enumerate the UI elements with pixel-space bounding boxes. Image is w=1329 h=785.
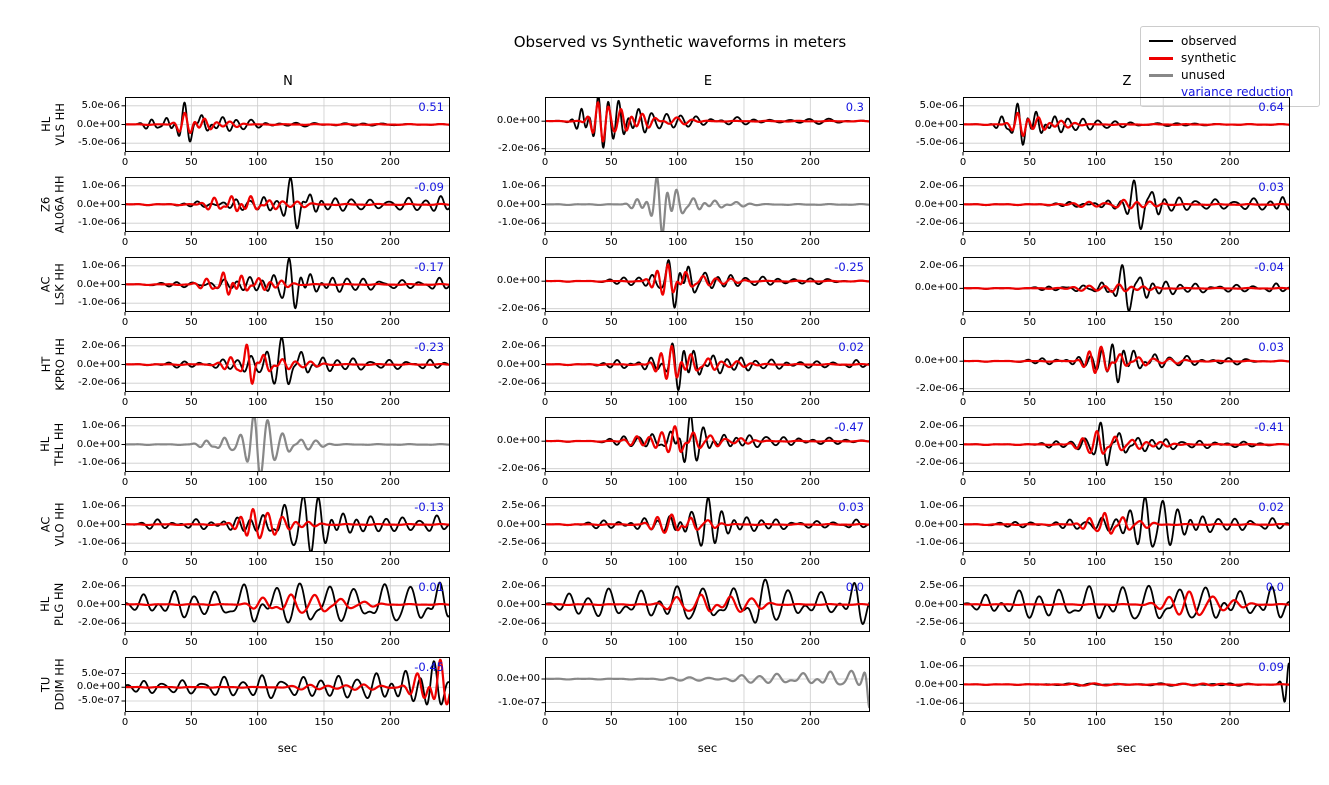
ytick-label: 1.0e-06 [919, 499, 958, 511]
station-channel: VLO HH [53, 502, 67, 547]
ytick-label: 1.0e-06 [501, 179, 540, 191]
trace-synthetic [125, 113, 450, 133]
xtick-label: 0 [541, 317, 549, 328]
trace-observed [125, 337, 450, 384]
xtick-label: 50 [604, 237, 618, 248]
ytick-label: 5.0e-06 [81, 99, 120, 111]
station-network: HL [38, 116, 53, 133]
station-channel: LSK HH [52, 263, 67, 306]
xtick-label: 200 [800, 157, 820, 168]
xtick-label: 0 [121, 557, 129, 568]
station-network: TU [38, 676, 53, 693]
ytick-label: 0.0e+00 [76, 518, 120, 530]
trace-unused [125, 414, 450, 476]
variance-reduction-value: 0.64 [1258, 100, 1284, 114]
ytick-label: -2.0e-06 [78, 617, 120, 629]
xtick-label: 0 [541, 557, 549, 568]
xtick-label: 0 [959, 317, 967, 328]
ytick-label: 1.0e-06 [81, 499, 120, 511]
ytick-label: 5.0e-07 [81, 667, 120, 679]
xtick-label: 0 [121, 637, 129, 648]
ytick-label: -1.0e-06 [78, 297, 120, 309]
xtick-label: 200 [1220, 637, 1240, 648]
variance-reduction-value: -0.47 [834, 420, 864, 434]
xtick-label: 100 [248, 477, 268, 488]
ytick-label: 0.0e+00 [914, 598, 958, 610]
xtick-label: 200 [380, 157, 400, 168]
ytick-label: 0.0e+00 [76, 681, 120, 693]
xtick-label: 50 [1023, 477, 1037, 488]
ytick-label: 2.5e-06 [919, 579, 958, 591]
xtick-label: 100 [1086, 637, 1107, 648]
ytick-label: 0.0e+00 [914, 518, 958, 530]
ytick-label: -2.5e-06 [916, 617, 958, 629]
xtick-label: 150 [734, 557, 754, 568]
ytick-label: -5.0e-06 [78, 137, 120, 149]
xtick-label: 50 [1023, 237, 1037, 248]
xtick-label: 200 [1220, 397, 1240, 408]
xtick-label: 200 [380, 317, 400, 328]
legend-label: observed [1181, 34, 1237, 48]
column-title-n: N [283, 74, 293, 89]
xtick-label: 150 [1153, 317, 1173, 328]
ytick-label: -1.0e-06 [78, 457, 120, 469]
xtick-label: 100 [1086, 557, 1107, 568]
xtick-label: 200 [1220, 557, 1240, 568]
xtick-label: 50 [1023, 397, 1037, 408]
variance-reduction-value: 0.03 [1258, 340, 1284, 354]
xtick-label: 50 [184, 717, 198, 728]
xtick-label: 50 [1023, 717, 1037, 728]
xtick-label: 200 [800, 717, 820, 728]
ytick-label: 0.0e+00 [496, 435, 540, 447]
variance-reduction-value: 0.3 [845, 100, 864, 114]
trace-synthetic [545, 515, 870, 533]
legend-item-unused [1149, 67, 1311, 83]
xtick-label: 100 [668, 317, 688, 328]
xtick-label: 100 [1086, 477, 1107, 488]
ytick-label: 1.0e-06 [81, 179, 120, 191]
variance-reduction-value: 0.03 [1258, 180, 1284, 194]
xtick-label: 100 [668, 157, 688, 168]
xtick-label: 50 [604, 317, 618, 328]
station-channel: VLS HH [53, 103, 67, 146]
xtick-label: 150 [314, 637, 334, 648]
xtick-label: 150 [734, 317, 754, 328]
xtick-label: 150 [314, 317, 334, 328]
variance-reduction-value: 0.02 [838, 340, 864, 354]
x-axis-label: sec [1116, 741, 1137, 755]
xtick-label: 150 [1153, 397, 1173, 408]
xtick-label: 150 [1153, 237, 1173, 248]
ytick-label: -2.5e-06 [498, 537, 540, 549]
variance-reduction-value: -0.41 [1254, 420, 1284, 434]
ytick-label: -1.0e-06 [916, 697, 958, 709]
ytick-label: 0.0e+00 [496, 115, 540, 127]
xtick-label: 0 [121, 157, 129, 168]
xtick-label: 100 [248, 317, 268, 328]
xtick-label: 0 [541, 717, 549, 728]
xtick-label: 200 [1220, 237, 1240, 248]
ytick-label: 2.5e-06 [501, 499, 540, 511]
ytick-label: 0.0e+00 [914, 118, 958, 130]
ytick-label: 0.0e+00 [914, 678, 958, 690]
xtick-label: 100 [1086, 717, 1107, 728]
variance-reduction-value: -0.04 [1254, 260, 1284, 274]
xtick-label: 0 [959, 557, 967, 568]
xtick-label: 0 [121, 397, 129, 408]
column-title-e: E [703, 74, 713, 89]
ytick-label: 0.0e+00 [914, 198, 958, 210]
xtick-label: 150 [314, 397, 334, 408]
xtick-label: 0 [959, 237, 967, 248]
xtick-label: 50 [184, 237, 198, 248]
xtick-label: 100 [248, 717, 268, 728]
waveform-plot-KPRO-HH-Z [963, 337, 1290, 392]
station-channel: AL06A HH [52, 175, 67, 234]
trace-synthetic [125, 595, 450, 613]
ytick-label: 2.0e-06 [501, 579, 540, 591]
xtick-label: 100 [248, 557, 268, 568]
waveform-plot-LSK-HH-Z [963, 257, 1290, 312]
xtick-label: 150 [734, 637, 754, 648]
xtick-label: 150 [1153, 637, 1173, 648]
trace-observed [963, 663, 1290, 701]
xtick-label: 50 [184, 317, 198, 328]
ytick-label: -2.0e-06 [916, 382, 958, 394]
xtick-label: 0 [121, 717, 129, 728]
waveform-plot-VLS-HH-N [125, 97, 450, 152]
xtick-label: 50 [604, 637, 618, 648]
xtick-label: 150 [314, 557, 334, 568]
station-network: AC [38, 516, 53, 533]
axes-frame [546, 658, 870, 712]
xtick-label: 100 [248, 237, 268, 248]
ytick-label: -2.0e-06 [498, 302, 540, 314]
ytick-label: 0.0e+00 [914, 438, 958, 450]
xtick-label: 0 [541, 637, 549, 648]
waveform-plot-AL06A-HH-Z [963, 177, 1290, 232]
variance-reduction-value: -0.23 [414, 340, 444, 354]
xtick-label: 150 [1153, 557, 1173, 568]
ytick-label: 2.0e-06 [81, 339, 120, 351]
ytick-label: 0.0e+00 [496, 518, 540, 530]
ytick-label: -2.0e-06 [498, 462, 540, 474]
xtick-label: 100 [668, 397, 688, 408]
ytick-label: 0.0e+00 [76, 438, 120, 450]
trace-synthetic [125, 273, 450, 295]
ytick-label: 0.0e+00 [496, 198, 540, 210]
waveform-plot-VLO-HH-Z [963, 497, 1290, 552]
ytick-label: 0.0e+00 [496, 275, 540, 287]
ytick-label: 2.0e-06 [919, 419, 958, 431]
xtick-label: 200 [1220, 717, 1240, 728]
trace-observed [125, 661, 450, 704]
waveform-plot-VLS-HH-E [545, 97, 870, 152]
ytick-label: -1.0e-06 [78, 537, 120, 549]
ytick-label: 0.0e+00 [76, 358, 120, 370]
xtick-label: 0 [959, 637, 967, 648]
variance-reduction-value: 0.0 [845, 580, 864, 594]
unused-line-swatch [1149, 74, 1173, 77]
xtick-label: 50 [184, 557, 198, 568]
xtick-label: 100 [668, 237, 688, 248]
xtick-label: 50 [1023, 157, 1037, 168]
variance-reduction-value: 0.01 [418, 580, 444, 594]
xtick-label: 0 [121, 317, 129, 328]
variance-reduction-value: 0.0 [1265, 580, 1284, 594]
trace-synthetic [125, 660, 450, 704]
xtick-label: 150 [314, 157, 334, 168]
xtick-label: 50 [1023, 637, 1037, 648]
xtick-label: 50 [1023, 317, 1037, 328]
variance-reduction-value: -0.25 [834, 260, 864, 274]
xtick-label: 0 [121, 477, 129, 488]
xtick-label: 150 [734, 237, 754, 248]
station-network: HT [38, 356, 53, 373]
xtick-label: 100 [1086, 237, 1107, 248]
xtick-label: 150 [1153, 717, 1173, 728]
xtick-label: 100 [668, 637, 688, 648]
xtick-label: 0 [959, 157, 967, 168]
ytick-label: -1.0e-06 [498, 217, 540, 229]
station-network: Z6 [38, 196, 53, 213]
xtick-label: 200 [380, 237, 400, 248]
xtick-label: 150 [314, 717, 334, 728]
xtick-label: 50 [1023, 557, 1037, 568]
waveform-plot-DDIM-HH-E [545, 657, 870, 712]
xtick-label: 0 [121, 237, 129, 248]
xtick-label: 50 [604, 477, 618, 488]
waveform-plot-PLG-HN-N [125, 577, 450, 632]
waveform-plot-LSK-HH-E [545, 257, 870, 312]
waveform-plot-KPRO-HH-N [125, 337, 450, 392]
xtick-label: 0 [959, 397, 967, 408]
ytick-label: 2.0e-06 [919, 259, 958, 271]
figure-title: Observed vs Synthetic waveforms in meters [513, 33, 847, 51]
legend-item-observed [1149, 33, 1311, 49]
xtick-label: 200 [380, 397, 400, 408]
xtick-label: 50 [184, 637, 198, 648]
station-network: AC [38, 276, 53, 293]
ytick-label: -2.0e-06 [498, 377, 540, 389]
ytick-label: 5.0e-06 [919, 99, 958, 111]
xtick-label: 50 [604, 717, 618, 728]
xtick-label: 200 [800, 557, 820, 568]
station-channel: PLG HN [52, 582, 67, 627]
xtick-label: 200 [380, 637, 400, 648]
xtick-label: 100 [248, 397, 268, 408]
legend-label: unused [1181, 68, 1226, 82]
variance-reduction-value: -0.13 [414, 500, 444, 514]
ytick-label: -2.0e-06 [916, 457, 958, 469]
waveform-plot-LSK-HH-N [125, 257, 450, 312]
waveform-plot-THL-HH-N [125, 417, 450, 472]
legend-label: synthetic [1181, 51, 1237, 65]
xtick-label: 100 [668, 717, 688, 728]
station-channel: DDIM HH [52, 658, 67, 711]
station-network: HL [38, 596, 53, 613]
ytick-label: 0.0e+00 [496, 673, 540, 684]
variance-reduction-value: 0.03 [838, 500, 864, 514]
xtick-label: 50 [604, 397, 618, 408]
ytick-label: -5.0e-07 [78, 695, 120, 706]
xtick-label: 150 [734, 477, 754, 488]
ytick-label: -2.0e-06 [78, 377, 120, 389]
variance-reduction-value: -0.45 [414, 660, 444, 674]
legend [1140, 26, 1320, 107]
station-channel: THL HH [53, 422, 67, 467]
ytick-label: 2.0e-06 [81, 579, 120, 591]
ytick-label: -2.0e-06 [916, 217, 958, 229]
waveform-plot-VLO-HH-N [125, 497, 450, 552]
ytick-label: -1.0e-06 [78, 217, 120, 229]
xtick-label: 200 [800, 317, 820, 328]
synthetic-line-swatch [1149, 57, 1173, 60]
ytick-label: 0.0e+00 [76, 118, 120, 130]
ytick-label: 0.0e+00 [76, 598, 120, 610]
xtick-label: 50 [604, 557, 618, 568]
waveform-plot-DDIM-HH-N [125, 657, 450, 712]
ytick-label: -5.0e-06 [916, 137, 958, 149]
xtick-label: 200 [380, 717, 400, 728]
waveform-plot-AL06A-HH-N [125, 177, 450, 232]
waveform-plot-VLO-HH-E [545, 497, 870, 552]
ytick-label: -2.0e-06 [498, 142, 540, 154]
xtick-label: 150 [1153, 477, 1173, 488]
trace-synthetic [963, 683, 1290, 685]
station-channel: KPRO HH [53, 338, 67, 391]
trace-observed [963, 586, 1290, 619]
xtick-label: 50 [184, 397, 198, 408]
trace-synthetic [963, 200, 1290, 208]
ytick-label: 2.0e-06 [501, 339, 540, 351]
ytick-label: 0.0e+00 [914, 355, 958, 367]
ytick-label: -1.0e-07 [498, 696, 540, 708]
x-axis-label: sec [277, 741, 298, 755]
trace-unused [545, 671, 870, 708]
waveform-plot-KPRO-HH-E [545, 337, 870, 392]
xtick-label: 50 [184, 477, 198, 488]
legend-item-synthetic [1149, 50, 1311, 66]
xtick-label: 100 [668, 557, 688, 568]
xtick-label: 100 [668, 477, 688, 488]
xtick-label: 100 [1086, 397, 1107, 408]
ytick-label: 0.0e+00 [76, 198, 120, 210]
xtick-label: 150 [1153, 157, 1173, 168]
waveform-plot-DDIM-HH-Z [963, 657, 1290, 712]
waveform-plot-PLG-HN-Z [963, 577, 1290, 632]
ytick-label: 0.0e+00 [914, 282, 958, 294]
xtick-label: 200 [380, 477, 400, 488]
trace-observed [545, 498, 870, 546]
waveform-plot-VLS-HH-Z [963, 97, 1290, 152]
xtick-label: 200 [800, 637, 820, 648]
column-title-z: Z [1122, 74, 1132, 89]
xtick-label: 100 [1086, 157, 1107, 168]
xtick-label: 200 [800, 237, 820, 248]
waveform-plot-THL-HH-E [545, 417, 870, 472]
xtick-label: 100 [248, 157, 268, 168]
xtick-label: 150 [314, 477, 334, 488]
xtick-label: 50 [604, 157, 618, 168]
waveform-plot-AL06A-HH-E [545, 177, 870, 232]
xtick-label: 0 [541, 157, 549, 168]
xtick-label: 0 [541, 397, 549, 408]
ytick-label: -2.0e-06 [498, 617, 540, 629]
xtick-label: 200 [1220, 317, 1240, 328]
ytick-label: 1.0e-06 [919, 659, 958, 671]
observed-line-swatch [1149, 40, 1173, 42]
xtick-label: 150 [734, 397, 754, 408]
variance-reduction-value: 0.02 [1258, 500, 1284, 514]
ytick-label: 1.0e-06 [81, 419, 120, 431]
xtick-label: 100 [248, 637, 268, 648]
ytick-label: 2.0e-06 [919, 179, 958, 191]
variance-reduction-value: -0.09 [414, 180, 444, 194]
xtick-label: 0 [959, 477, 967, 488]
xtick-label: 0 [541, 477, 549, 488]
ytick-label: 1.0e-06 [81, 259, 120, 271]
xtick-label: 200 [1220, 157, 1240, 168]
xtick-label: 200 [800, 477, 820, 488]
legend-label: variance reduction [1181, 85, 1294, 99]
x-axis-label: sec [697, 741, 718, 755]
variance-reduction-value: 0.09 [1258, 660, 1284, 674]
variance-reduction-value: -0.17 [414, 260, 444, 274]
xtick-label: 50 [184, 157, 198, 168]
trace-observed [963, 344, 1290, 382]
xtick-label: 150 [734, 157, 754, 168]
xtick-label: 150 [314, 237, 334, 248]
xtick-label: 0 [541, 237, 549, 248]
ytick-label: 0.0e+00 [496, 598, 540, 610]
xtick-label: 0 [959, 717, 967, 728]
xtick-label: 150 [734, 717, 754, 728]
variance-reduction-value: 0.51 [418, 100, 444, 114]
ytick-label: -1.0e-06 [916, 537, 958, 549]
ytick-label: 0.0e+00 [76, 278, 120, 290]
trace-synthetic [545, 346, 870, 379]
waveform-plot-THL-HH-Z [963, 417, 1290, 472]
waveform-plot-PLG-HN-E [545, 577, 870, 632]
xtick-label: 200 [380, 557, 400, 568]
ytick-label: 0.0e+00 [496, 358, 540, 370]
xtick-label: 200 [1220, 477, 1240, 488]
xtick-label: 100 [1086, 317, 1107, 328]
station-network: HL [38, 436, 53, 453]
trace-synthetic [545, 426, 870, 452]
xtick-label: 200 [800, 397, 820, 408]
